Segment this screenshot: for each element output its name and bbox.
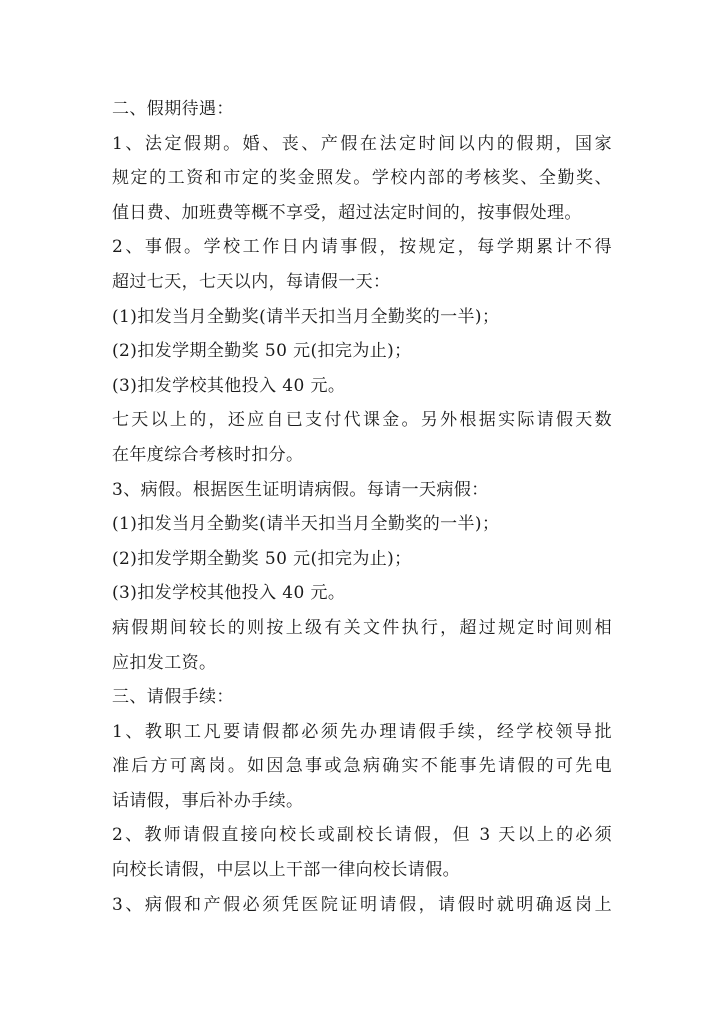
paragraph-line: 3、病假和产假必须凭医院证明请假，请假时就明确返岗上 [112, 894, 612, 915]
paragraph-line: 2、事假。学校工作日内请事假，按规定，每学期累计不得 [112, 237, 612, 258]
list-item: (1)扣发当月全勤奖(请半天扣当月全勤奖的一半)； [112, 514, 500, 535]
list-item: (1)扣发当月全勤奖(请半天扣当月全勤奖的一半)； [112, 306, 500, 327]
paragraph-line: 1、法定假期。婚、丧、产假在法定时间以内的假期，国家 [112, 133, 612, 154]
list-item: (2)扣发学期全勤奖 50 元(扣完为止)； [112, 548, 412, 569]
paragraph-line: 2、教师请假直接向校长或副校长请假，但 3 天以上的必须 [112, 825, 612, 846]
paragraph-line: 超过七天，七天以内，每请假一天： [112, 271, 391, 292]
paragraph-line: 在年度综合考核时扣分。 [112, 444, 304, 465]
list-item: (3)扣发学校其他投入 40 元。 [112, 583, 346, 604]
section-heading-holiday-benefits: 二、假期待遇： [112, 99, 234, 119]
paragraph-line: 准后方可离岗。如因急事或急病确实不能事先请假的可先电 [112, 756, 612, 777]
paragraph-line: 话请假，事后补办手续。 [112, 790, 304, 811]
section-heading-leave-procedure: 三、请假手续： [112, 687, 234, 708]
paragraph-line: 规定的工资和市定的奖金照发。学校内部的考核奖、全勤奖、 [112, 168, 612, 189]
document-body [112, 92, 612, 922]
list-item: (3)扣发学校其他投入 40 元。 [112, 375, 346, 396]
paragraph-line: 3、病假。根据医生证明请病假。每请一天病假： [112, 479, 489, 500]
paragraph-line: 值日费、加班费等概不享受，超过法定时间的，按事假处理。 [112, 202, 582, 223]
paragraph-line: 应扣发工资。 [112, 652, 217, 673]
paragraph-line: 向校长请假，中层以上干部一律向校长请假。 [112, 860, 460, 881]
paragraph-line: 1、教职工凡要请假都必须先办理请假手续，经学校领导批 [112, 721, 612, 742]
paragraph-line: 七天以上的，还应自已支付代课金。另外根据实际请假天数 [112, 410, 612, 431]
paragraph-line: 病假期间较长的则按上级有关文件执行，超过规定时间则相 [112, 617, 612, 638]
list-item: (2)扣发学期全勤奖 50 元(扣完为止)； [112, 341, 412, 362]
